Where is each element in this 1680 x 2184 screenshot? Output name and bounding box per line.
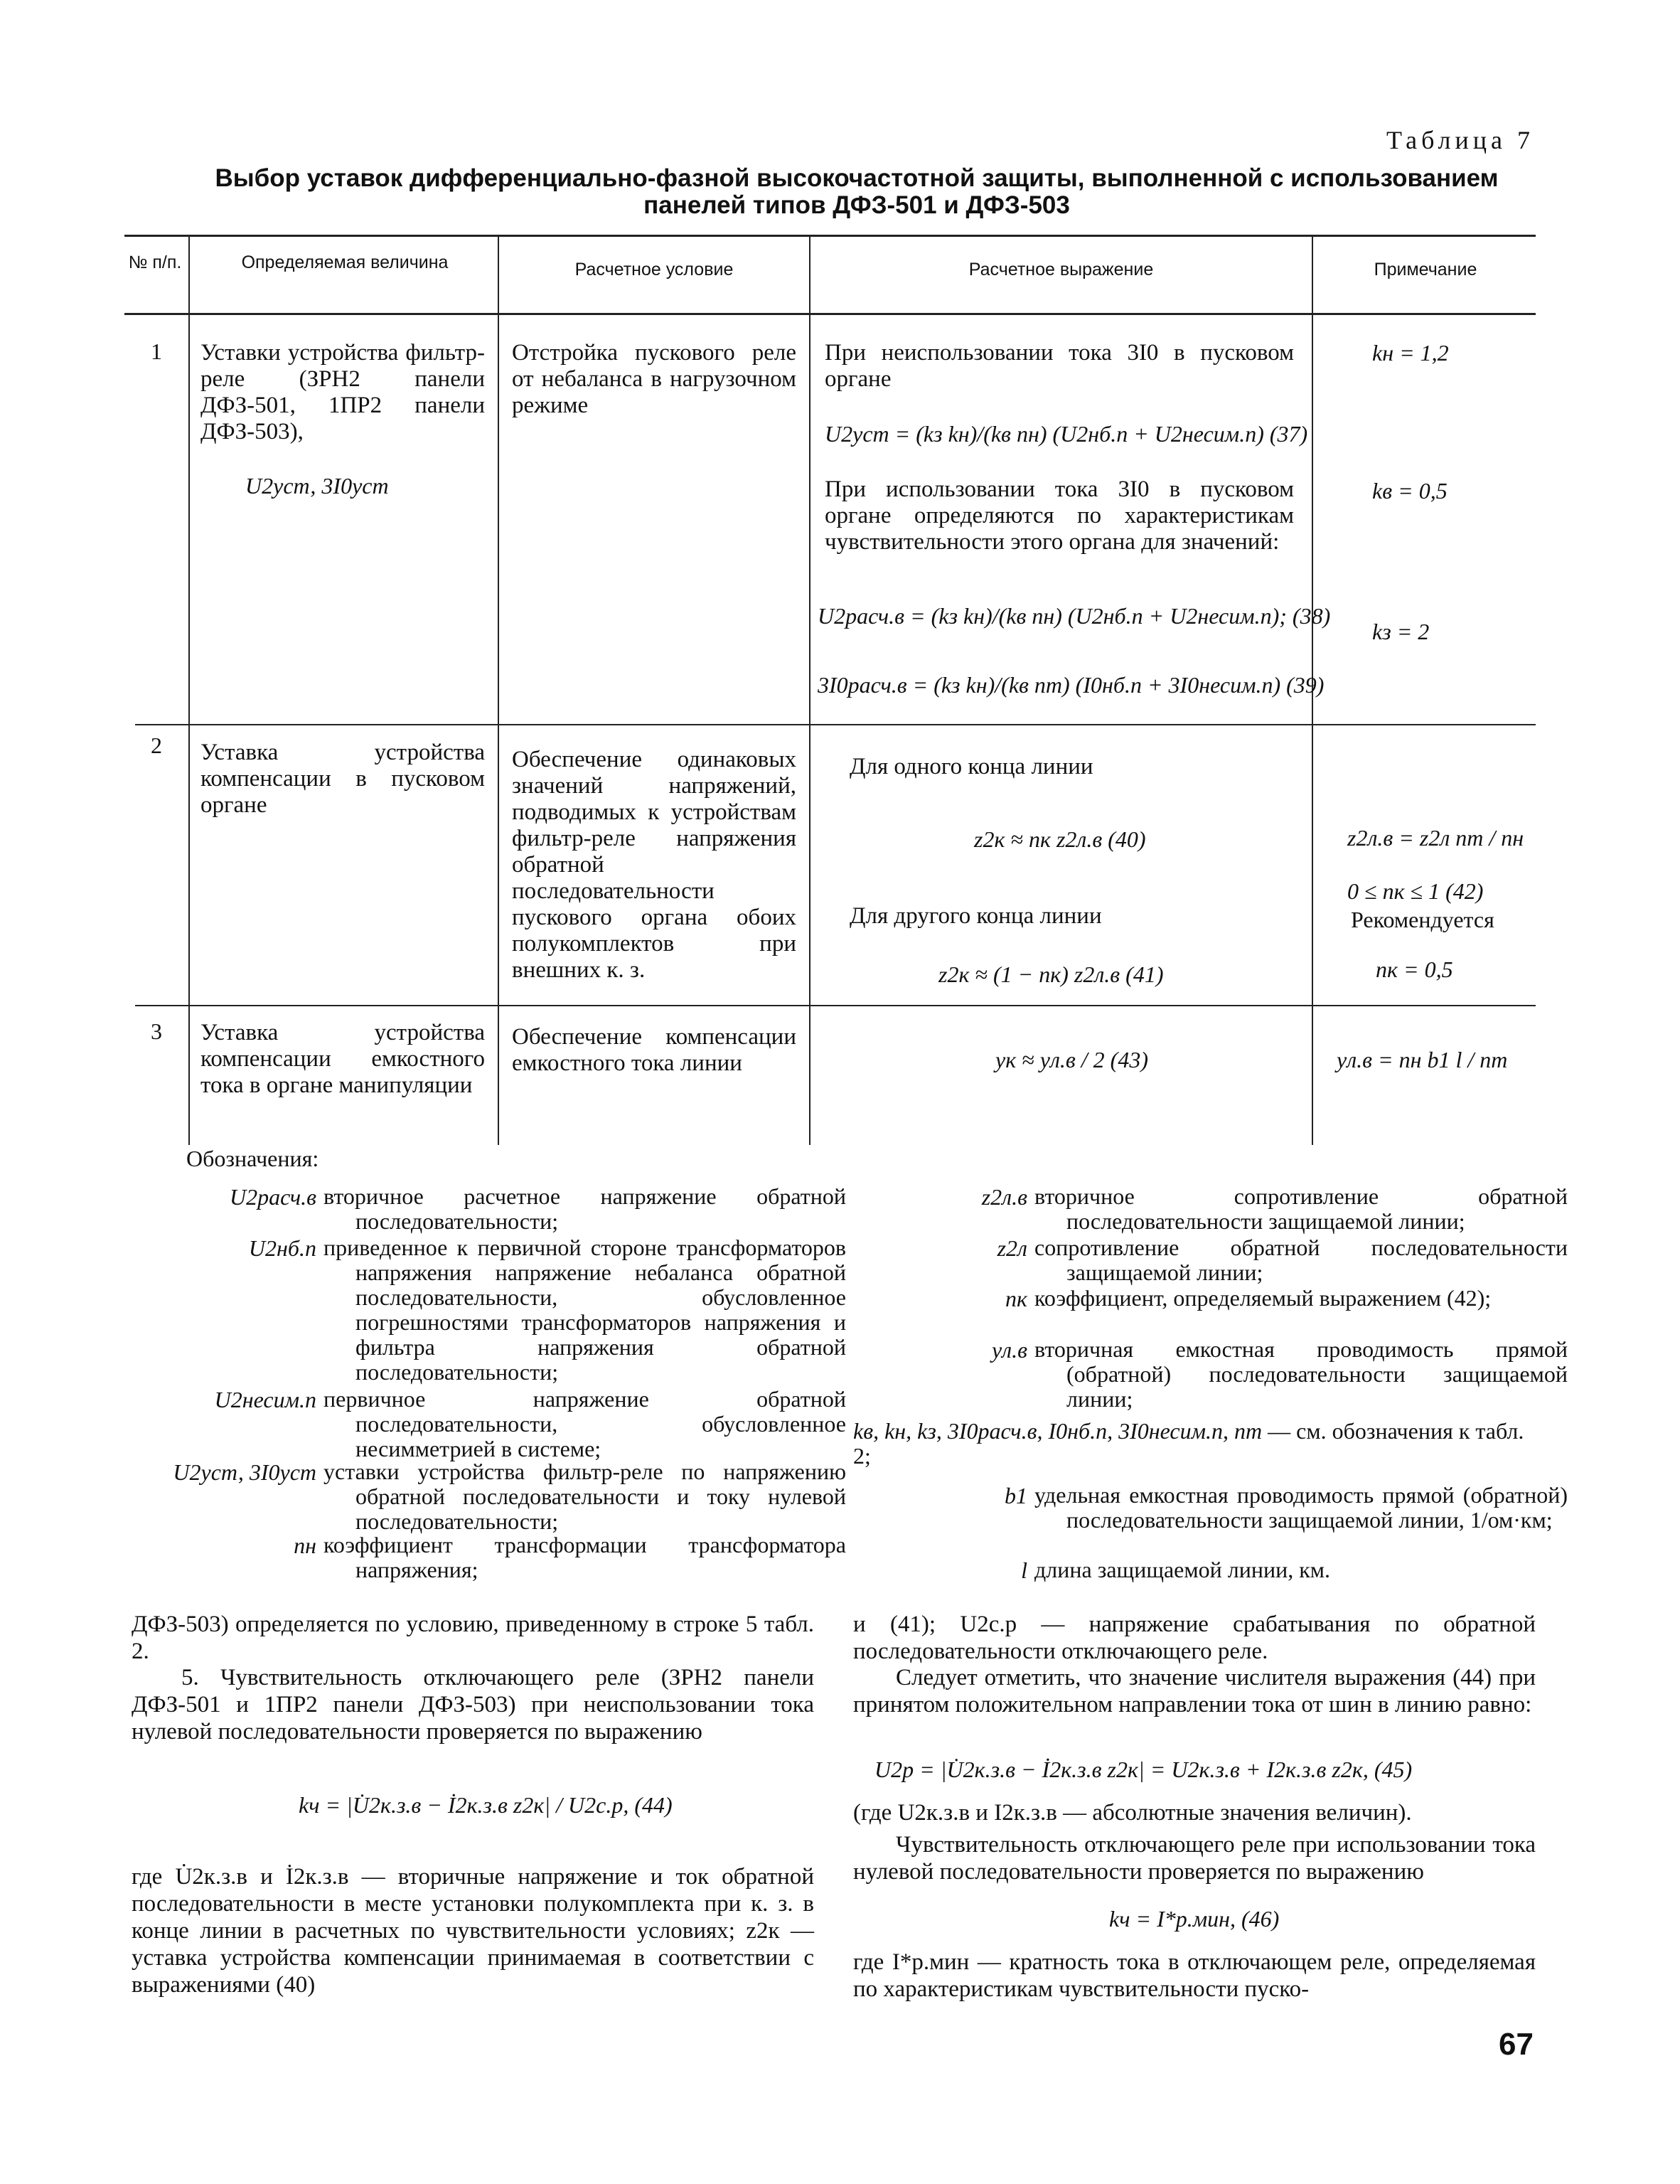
legend-term: nн bbox=[294, 1533, 316, 1558]
legend-def: вторичная емкостная проводимость прямой (обратной) последовательности защищаемой линии; bbox=[1034, 1336, 1568, 1412]
equation-39: 3I0расч.в = (kз kн)/(kв nт) (I0нб.п + 3I0несим.п) (39) bbox=[818, 672, 1325, 698]
note-recommended: Рекомендуется bbox=[1351, 907, 1494, 932]
note-kn: kн = 1,2 bbox=[1372, 340, 1449, 366]
page-number: 67 bbox=[1499, 2027, 1534, 2062]
left-paragraph-2: 5. Чувствительность отключающего реле (ЗРН2 панели ДФЗ-501 и 1ПР2 панели ДФЗ-503) при неиспользовании тока нулевой последовательности проверяется по выражению bbox=[132, 1665, 814, 1744]
note-z2lv: z2л.в = z2л nт / nн bbox=[1347, 825, 1524, 851]
equation-44: kч = |U̇2к.з.в − İ2к.з.в z2к| / U2с.р, (44) bbox=[299, 1792, 673, 1818]
table-top-rule bbox=[124, 235, 1536, 237]
col-divider-2 bbox=[498, 236, 499, 1145]
row-rule-1 bbox=[135, 724, 1536, 725]
table-header-rule bbox=[124, 313, 1536, 315]
note-kv: kв = 0,5 bbox=[1372, 478, 1448, 504]
row-2-expr-text2: Для другого конца линии bbox=[850, 903, 1102, 929]
row-1-quantity: Уставки устройства фильтр-реле (ЗРН2 панели ДФЗ-501, 1ПР2 панели ДФЗ-503), bbox=[200, 340, 485, 444]
equation-41: z2к ≈ (1 − nк) z2л.в (41) bbox=[938, 962, 1164, 987]
header-condition: Расчетное условие bbox=[574, 260, 734, 279]
col-divider-1 bbox=[188, 236, 190, 1145]
row-2-quantity: Уставка устройства компенсации в пусковом органе bbox=[200, 740, 485, 818]
row-2-condition: Обеспечение одинаковых значений напряжений, подводимых к устройствам фильтр-реле напряжения обратной последовательности пускового органа обоих полукомплектов при внешних к. з. bbox=[512, 747, 796, 983]
right-paragraph-3: (где U2к.з.в и I2к.з.в — абсолютные значения величин). bbox=[853, 1800, 1412, 1826]
header-quantity: Определяемая величина bbox=[241, 252, 449, 272]
row-2-expr-text1: Для одного конца линии bbox=[850, 754, 1093, 779]
row-1-quantity-symbols: U2уст, 3I0уст bbox=[245, 473, 389, 499]
row-3-quantity: Уставка устройства компенсации емкостного тока в органе манипуляции bbox=[200, 1020, 485, 1098]
row-1-num: 1 bbox=[151, 339, 162, 364]
note-nk-range: 0 ≤ nк ≤ 1 (42) bbox=[1347, 878, 1484, 904]
equation-45: U2р = |U̇2к.з.в − İ2к.з.в z2к| = U2к.з.в + I2к.з.в z2к, (45) bbox=[874, 1757, 1413, 1782]
table-title: Выбор уставок дифференциально-фазной высокочастотной защиты, выполненной с использованием панелей типов ДФЗ-501 и ДФЗ-503 bbox=[215, 164, 1499, 219]
legend-def: коэффициент, определяемый выражением (42); bbox=[1034, 1285, 1492, 1311]
row-1-expr-text1: При неиспользовании тока 3I0 в пусковом органе bbox=[825, 340, 1294, 392]
equation-43: yк ≈ yл.в / 2 (43) bbox=[995, 1047, 1148, 1072]
legend-term: U2несим.п bbox=[214, 1387, 316, 1412]
legend-def: уставки устройства фильтр-реле по напряжению обратной последовательности и току нулевой последовательности; bbox=[323, 1459, 846, 1534]
legend-term: U2нб.п bbox=[248, 1235, 316, 1261]
equation-38: U2расч.в = (kз kн)/(kв nн) (U2нб.п + U2несим.п); (38) bbox=[818, 603, 1331, 629]
equation-40: z2к ≈ nк z2л.в (40) bbox=[974, 826, 1146, 852]
legend-def: первичное напряжение обратной последовательности, обусловленное несимметрией в системе; bbox=[323, 1386, 846, 1461]
row-rule-2 bbox=[135, 1005, 1536, 1006]
legend-def: приведенное к первичной стороне трансформаторов напряжения напряжение небаланса обратной последовательности, обусловленное погрешностями трансформаторов напряжения и фильтра напряжения обратной последовательности; bbox=[323, 1235, 846, 1385]
header-expression: Расчетное выражение bbox=[968, 260, 1154, 279]
legend-def: сопротивление обратной последовательности защищаемой линии; bbox=[1034, 1235, 1568, 1285]
right-paragraph-1: и (41); U2с.р — напряжение срабатывания по обратной последовательности отключающего реле. bbox=[853, 1612, 1536, 1664]
legend-def: вторичное сопротивление обратной последовательности защищаемой линии; bbox=[1034, 1183, 1568, 1234]
right-paragraph-2: Следует отметить, что значение числителя выражения (44) при принятом положительном направлении тока от шин в линию равно: bbox=[853, 1665, 1536, 1717]
equation-37: U2уст = (kз kн)/(kв nн) (U2нб.п + U2несим.п) (37) bbox=[825, 421, 1308, 447]
legend-def: коэффициент трансформации трансформатора напряжения; bbox=[323, 1532, 846, 1582]
row-1-expr-text2: При использовании тока 3I0 в пусковом органе определяются по характеристикам чувствительности этого органа для значений: bbox=[825, 476, 1294, 555]
legend-term: b1 bbox=[1005, 1483, 1027, 1508]
left-paragraph-3: где U̇2к.з.в и İ2к.з.в — вторичные напряжение и ток обратной последовательности в месте установки полукомплекта при к. з. в конце линии в расчетных по чувствительности условиях; z2к — уставка устройства компенсации принимаемая в соответствии с выражениями (40) bbox=[132, 1864, 814, 1998]
legend-term: yл.в bbox=[991, 1337, 1027, 1363]
legend-term: z2л bbox=[997, 1235, 1027, 1261]
legend-term: nк bbox=[1005, 1286, 1027, 1311]
row-2-num: 2 bbox=[151, 733, 162, 758]
header-note: Примечание bbox=[1374, 260, 1477, 279]
row-3-num: 3 bbox=[151, 1018, 162, 1044]
table-label: Таблица 7 bbox=[1386, 126, 1534, 154]
header-num: № п/п. bbox=[128, 252, 182, 272]
legend-def-table2: kв, kн, kз, 3I0расч.в, I0нб.п, 3I0несим.п, nт — см. обозначения к табл. 2; bbox=[853, 1418, 1524, 1469]
note-kz: kз = 2 bbox=[1372, 619, 1430, 644]
legend-term: l bbox=[1021, 1557, 1027, 1583]
right-paragraph-4: Чувствительность отключающего реле при использовании тока нулевой последовательности проверяется по выражению bbox=[853, 1832, 1536, 1885]
right-paragraph-5: где I*р.мин — кратность тока в отключающем реле, определяемая по характеристикам чувствительности пуско- bbox=[853, 1949, 1536, 2002]
note-nk-value: nк = 0,5 bbox=[1376, 957, 1453, 982]
legend-term: kв, kн, kз, 3I0расч.в, I0нб.п, 3I0несим.п, nт bbox=[853, 1418, 1263, 1444]
legend-term: z2л.в bbox=[981, 1184, 1027, 1210]
legend-def: удельная емкостная проводимость прямой (обратной) последовательности защищаемой линии, 1/ом·км; bbox=[1034, 1482, 1568, 1533]
legend-def: длина защищаемой линии, км. bbox=[1034, 1557, 1330, 1582]
col-divider-3 bbox=[809, 236, 810, 1145]
row-1-condition: Отстройка пускового реле от небаланса в нагрузочном режиме bbox=[512, 340, 796, 418]
legend-term: U2расч.в bbox=[229, 1184, 316, 1210]
legend-title: Обозначения: bbox=[186, 1146, 319, 1171]
row-3-condition: Обеспечение компенсации емкостного тока линии bbox=[512, 1024, 796, 1076]
legend-def: вторичное расчетное напряжение обратной последовательности; bbox=[323, 1183, 846, 1234]
equation-46: kч = I*р.мин, (46) bbox=[1109, 1906, 1280, 1932]
legend-def: см. обозначения к табл. 2; bbox=[853, 1418, 1524, 1469]
legend-term: U2уст, 3I0уст bbox=[173, 1459, 316, 1485]
note-ylv: yл.в = nн b1 l / nт bbox=[1337, 1047, 1508, 1072]
left-paragraph-1: ДФЗ-503) определяется по условию, приведенному в строке 5 табл. 2. bbox=[132, 1612, 814, 1664]
